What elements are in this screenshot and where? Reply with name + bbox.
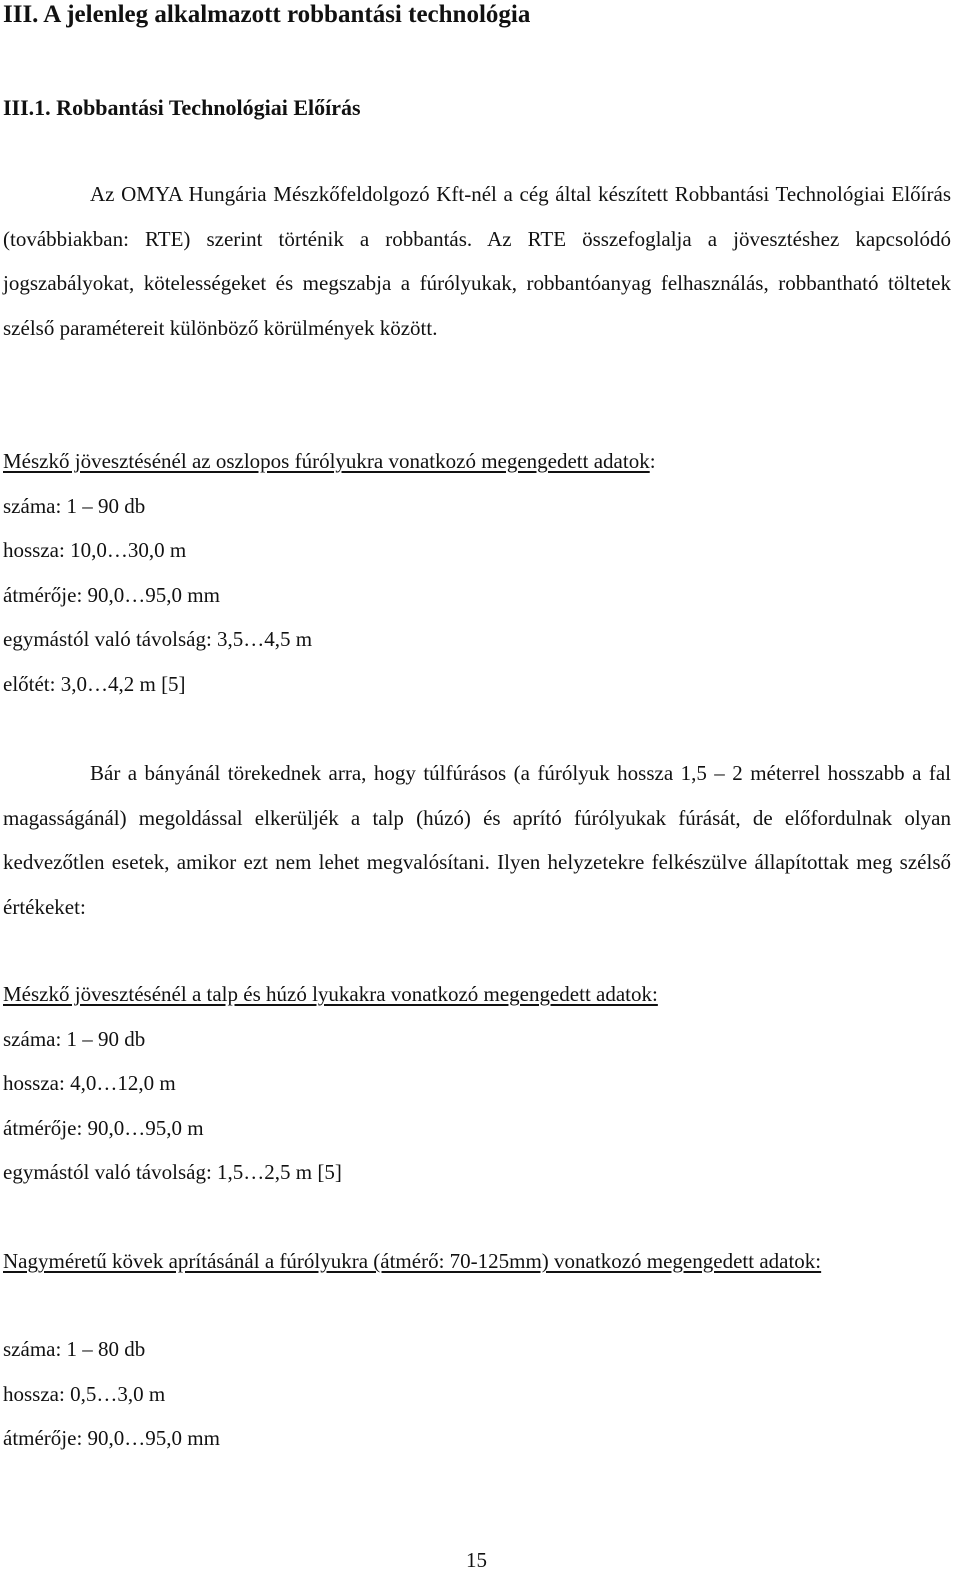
- section1-item: egymástól való távolság: 3,5…4,5 m: [3, 627, 313, 651]
- intro-paragraph: Az OMYA Hungária Mészkőfeldolgozó Kft-nél a cég által készített Robbantási Technológiai Előírás (továbbiakban: RTE) szerint történik a robbantás. Az RTE összefoglalja a jövesztéshez kapcsolódó jogszabályokat, kötelességeket és megszabja a fúrólyukak, robbantóanyag felhasználás, robbantható töltetek szélső paramétereit különböző körülmények között.: [3, 182, 951, 340]
- section3-item: átmérője: 90,0…95,0 mm: [3, 1426, 220, 1450]
- section1-item: hossza: 10,0…30,0 m: [3, 538, 187, 562]
- section1-title-suffix: :: [649, 449, 656, 473]
- section1-title-text: Mészkő jövesztésénél az oszlopos fúrólyukra vonatkozó megengedett adatok: [3, 449, 650, 473]
- section2-title: Mészkő jövesztésénél a talp és húzó lyukakra vonatkozó megengedett adatok:: [3, 982, 658, 1006]
- section2-item: hossza: 4,0…12,0 m: [3, 1071, 176, 1095]
- section1-item: száma: 1 – 90 db: [3, 494, 146, 518]
- section1-item: átmérője: 90,0…95,0 mm: [3, 583, 220, 607]
- section3-title-text: Nagyméretű kövek aprításánál a fúrólyukra (átmérő: 70-125mm) vonatkozó megengedett adatok:: [3, 1249, 822, 1273]
- section2-item: száma: 1 – 90 db: [3, 1027, 146, 1051]
- section1-title: [3, 446, 656, 476]
- section1-item: előtét: 3,0…4,2 m [5]: [3, 672, 186, 696]
- section3-item: hossza: 0,5…3,0 m: [3, 1382, 166, 1406]
- section3-title: [3, 1239, 951, 1284]
- middle-paragraph: Bár a bányánál törekednek arra, hogy túlfúrásos (a fúrólyuk hossza 1,5 – 2 méterrel hosszabb a fal magasságánál) megoldással elkerüljék a talp (húzó) és aprító fúrólyukak fúrását, de előfordulnak olyan kedvezőtlen esetek, amikor ezt nem lehet megvalósítani. Ilyen helyzetekre felkészülve állapítottak meg szélső értékeket:: [3, 761, 951, 919]
- section2-item: átmérője: 90,0…95,0 m: [3, 1116, 204, 1140]
- page-number: 15: [466, 1548, 487, 1572]
- section2-item: egymástól való távolság: 1,5…2,5 m [5]: [3, 1160, 342, 1184]
- section-heading: III.1. Robbantási Technológiai Előírás: [3, 95, 361, 120]
- section3-item: száma: 1 – 80 db: [3, 1337, 146, 1361]
- chapter-heading: III. A jelenleg alkalmazott robbantási technológia: [3, 1, 531, 28]
